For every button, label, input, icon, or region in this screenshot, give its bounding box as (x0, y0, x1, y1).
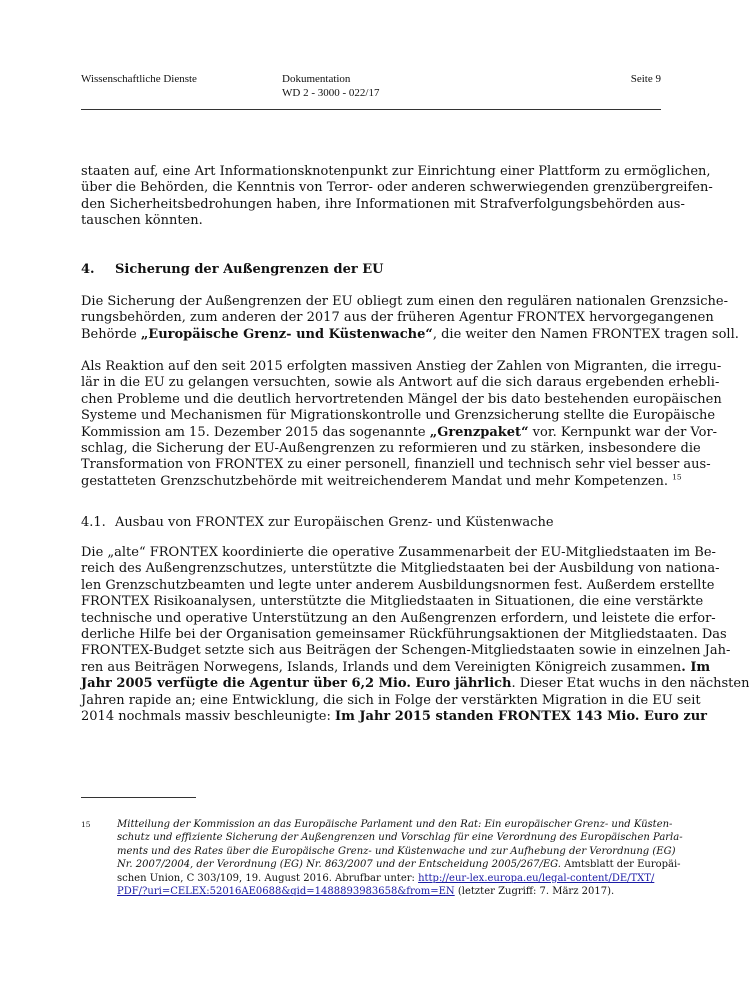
text-line: rungsbehörden, zum anderen der 2017 aus der früheren Agentur FRONTEX hervorgegangenen (81, 310, 714, 326)
text-line: Kommission am 15. Dezember 2015 das sogenannte „Grenzpaket“ vor. Kernpunkt war der Vor- (81, 424, 718, 440)
header-document-info (282, 72, 379, 100)
text-line: Jahren rapide an; eine Entwicklung, die sich in Folge der verstärkten Migration in die EU seit (81, 692, 701, 708)
text-line: schen Union, C 303/109, 19. August 2016. Abrufbar unter: http://eur-lex.europa.eu/legal-content/DE/TXT/ (117, 872, 655, 884)
header-page-number: Seite 9 (630, 73, 661, 85)
header-organization: Wissenschaftliche Dienste (81, 73, 197, 85)
section-title: Sicherung der Außengrenzen der EU (115, 262, 384, 277)
text-line: über die Behörden, die Kenntnis von Terror- oder anderen schwerwiegenden grenzübergreifen- (81, 180, 713, 196)
header-doc-type: Dokumentation (282, 73, 351, 85)
text-line: tauschen könnten. (81, 213, 203, 229)
header-doc-number: WD 2 - 3000 - 022/17 (282, 87, 380, 99)
paragraph-external-borders (81, 294, 739, 343)
source-link[interactable]: http://eur-lex.europa.eu/legal-content/DE/TXT/ (418, 872, 655, 884)
text-line: technische und operative Unterstützung an den Außengrenzen erfordern, und leistete die erfor- (81, 610, 716, 626)
text-line: schlag, die Sicherung der EU-Außengrenzen zu reformieren und zu stärken, insbesondere die (81, 441, 701, 457)
text-line: lär in die EU zu gelangen versuchten, sowie als Antwort auf die sich daraus ergebenden erhebli- (81, 375, 720, 391)
text-line: Transformation von FRONTEX zu einer personell, finanziell und technisch sehr viel besser aus- (81, 457, 711, 473)
text-line: gestatteten Grenzschutzbehörde mit weitreichenderem Mandat und mehr Kompetenzen. $^{15}$ (81, 472, 682, 489)
text-line: Systeme und Mechanismen für Migrationskontrolle und Grenzsicherung stellte die Europäische (81, 408, 716, 424)
section-title: Ausbau von FRONTEX zur Europäischen Grenz- und Küstenwache (115, 515, 554, 530)
text-line: derliche Hilfe bei der Organisation gemeinsamer Rückführungsaktionen der Mitgliedstaaten. Das (81, 627, 727, 643)
footnote-text (117, 818, 683, 898)
footnote-divider (81, 797, 196, 798)
text-line: FRONTEX Risikoanalysen, unterstützte die Mitgliedstaaten in Situationen, die eine verstärkte (81, 594, 704, 610)
text-line: Mitteilung der Kommission an das Europäische Parlament und den Rat: Ein europäischer Grenz- und Küsten- (117, 819, 673, 830)
text-line: staaten auf, eine Art Informationsknotenpunkt zur Einrichtung einer Plattform zu ermöglichen, (81, 164, 711, 179)
paragraph-border-package (81, 359, 722, 490)
text-line: Jahr 2005 verfügte die Agentur über 6,2 Mio. Euro jährlich. Dieser Etat wuchs in den nächsten (81, 676, 749, 692)
section-heading-4 (81, 262, 383, 278)
bold-term: „Grenzpaket“ (429, 424, 529, 440)
paragraph-frontex-budget (81, 545, 749, 725)
text-line: PDF/?uri=CELEX:52016AE0688&qid=1488893983658&from=EN (letzter Zugriff: 7. März 2017). (117, 886, 615, 898)
text-line: Die „alte“ FRONTEX koordinierte die operative Zusammenarbeit der EU-Mitgliedstaaten im Be- (81, 545, 716, 560)
text-line: Behörde „Europäische Grenz- und Küstenwache“, die weiter den Namen FRONTEX tragen soll. (81, 326, 739, 342)
page-header (81, 72, 661, 108)
section-number: 4.1. (81, 515, 106, 530)
footnote-number: 15 (81, 820, 91, 829)
text-line: den Sicherheitsbedrohungen haben, ihre Informationen mit Strafverfolgungsbehörden aus- (81, 196, 685, 212)
source-link-continued[interactable]: PDF/?uri=CELEX:52016AE0688&qid=1488893983658&from=EN (117, 886, 455, 898)
text-line: schutz und effiziente Sicherung der Außengrenzen und Vorschlag für eine Verordnung des Europäischen Parla- (117, 832, 683, 844)
bold-budget-2015: Im Jahr 2015 standen FRONTEX 143 Mio. Euro zur (335, 709, 708, 725)
text-line: 2014 nochmals massiv beschleunigte: Im Jahr 2015 standen FRONTEX 143 Mio. Euro zur (81, 709, 708, 725)
footnote-reference[interactable]: 15 (672, 472, 682, 482)
header-divider (81, 109, 661, 110)
bold-agency-name: „Europäische Grenz- und Küstenwache“ (140, 326, 433, 342)
text-line: Als Reaktion auf den seit 2015 erfolgten massiven Anstieg der Zahlen von Migranten, die irregu- (81, 359, 722, 374)
text-line: Die Sicherung der Außengrenzen der EU obliegt zum einen den regulären nationalen Grenzsiche- (81, 294, 728, 309)
text-line: len Grenzschutzbeamten und legte unter anderem Ausbildungsnormen fest. Außerdem erstellte (81, 577, 715, 593)
text-line: ments und des Rates über die Europäische Grenz- und Küstenwache und zur Aufhebung der Verordnung (EG) (117, 845, 676, 857)
text-line: FRONTEX-Budget setzte sich aus Beiträgen der Schengen-Mitgliedstaaten sowie in einzelnen Jah- (81, 643, 731, 659)
section-number: 4. (81, 262, 95, 277)
paragraph-continuation (81, 164, 713, 230)
text-line: Nr. 2007/2004, der Verordnung (EG) Nr. 863/2007 und der Entscheidung 2005/267/EG. Amtsblatt der Europäi- (117, 859, 681, 871)
bold-budget-2005: Jahr 2005 verfügte die Agentur über 6,2 Mio. Euro jährlich (81, 676, 512, 692)
text-line: reich des Außengrenzschutzes, unterstützte die Mitgliedstaaten bei der Ausbildung von nationa- (81, 561, 720, 577)
text-line: chen Probleme und die deutlich hervortretenden Mängel der bis dato bestehenden europäischen (81, 391, 722, 407)
text-line: ren aus Beiträgen Norwegens, Islands, Irlands und dem Vereinigten Königreich zusammen. Im (81, 659, 711, 675)
section-heading-4-1 (81, 515, 554, 531)
